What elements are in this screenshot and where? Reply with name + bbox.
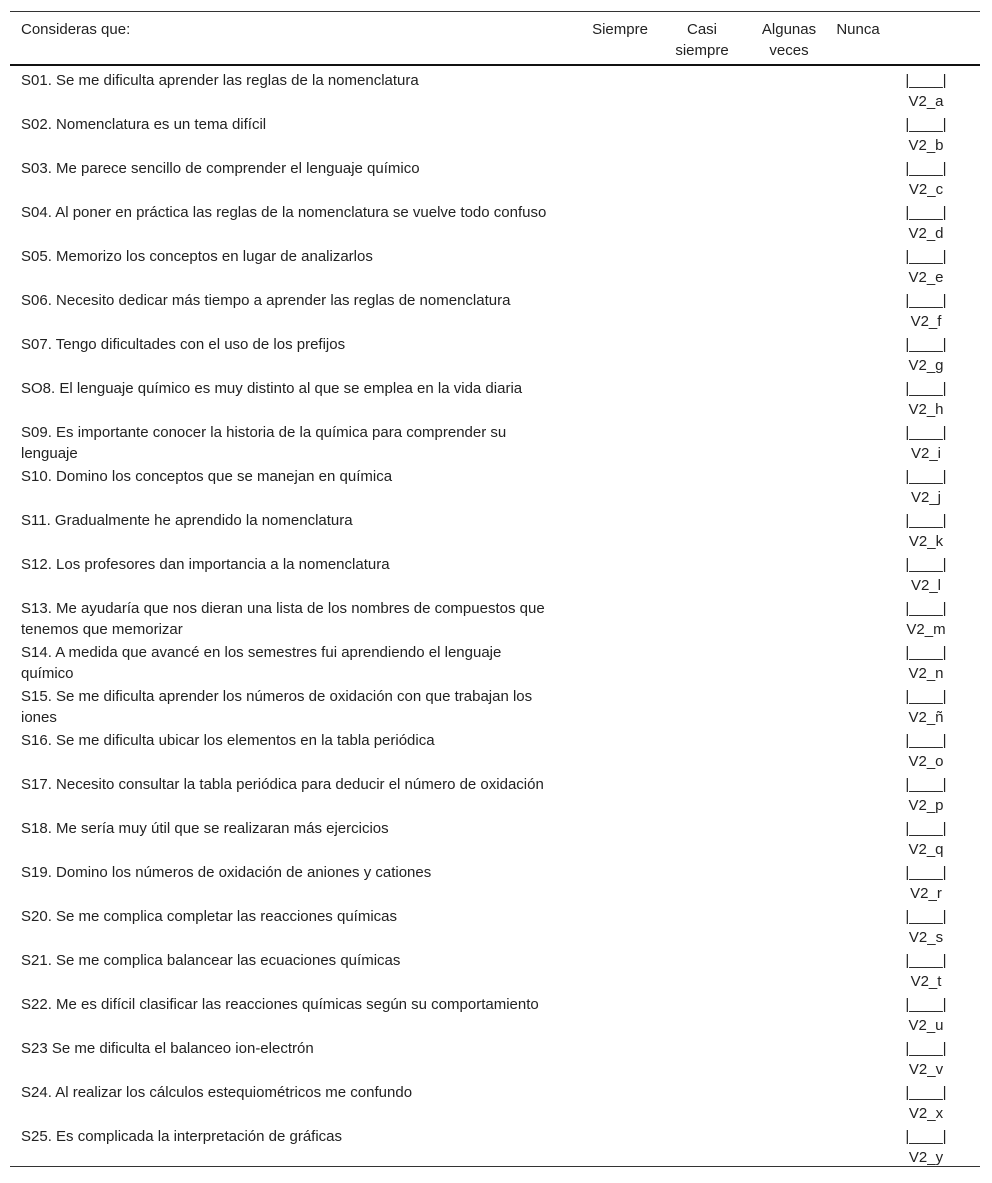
table-row	[10, 330, 980, 374]
answer-code	[890, 730, 962, 772]
question-text: S13. Me ayudaría que nos dieran una lista de los nombres de compuestos que tenemos que memorizar	[21, 600, 545, 638]
variable-code: V2_q	[908, 841, 944, 858]
answer-code	[890, 158, 962, 200]
question-text: S16. Se me dificulta ubicar los elementos en la tabla periódica	[21, 732, 435, 749]
variable-code: V2_s	[908, 929, 944, 946]
question-text: S05. Memorizo los conceptos en lugar de analizarlos	[21, 248, 373, 265]
table-row	[10, 154, 980, 198]
answer-box[interactable]: |____|	[905, 776, 947, 793]
answer-box[interactable]: |____|	[905, 72, 947, 89]
header-option-casi-siempre: Casi siempre	[675, 21, 729, 59]
table-row	[10, 550, 980, 594]
answer-box[interactable]: |____|	[905, 600, 947, 617]
answer-box[interactable]: |____|	[905, 732, 947, 749]
answer-code	[890, 598, 962, 640]
answer-code	[890, 686, 962, 728]
answer-box[interactable]: |____|	[905, 160, 947, 177]
answer-box[interactable]: |____|	[905, 1128, 947, 1145]
answer-box[interactable]: |____|	[905, 1084, 947, 1101]
answer-box[interactable]: |____|	[905, 952, 947, 969]
answer-code	[890, 290, 962, 332]
variable-code: V2_d	[908, 225, 944, 242]
answer-box[interactable]: |____|	[905, 336, 947, 353]
variable-code: V2_ñ	[908, 709, 944, 726]
answer-box[interactable]: |____|	[905, 644, 947, 661]
answer-box[interactable]: |____|	[905, 424, 947, 441]
answer-box[interactable]: |____|	[905, 204, 947, 221]
answer-box[interactable]: |____|	[905, 248, 947, 265]
table-row	[10, 462, 980, 506]
answer-code	[890, 510, 962, 552]
answer-code	[890, 774, 962, 816]
answer-code	[890, 994, 962, 1036]
table-row	[10, 1078, 980, 1122]
question-text: S24. Al realizar los cálculos estequiométricos me confundo	[21, 1084, 413, 1101]
variable-code: V2_h	[908, 401, 944, 418]
table-row	[10, 198, 980, 242]
answer-code	[890, 70, 962, 112]
answer-code	[890, 466, 962, 508]
variable-code: V2_n	[908, 665, 944, 682]
variable-code: V2_o	[908, 753, 944, 770]
variable-code: V2_l	[910, 577, 942, 594]
answer-box[interactable]: |____|	[905, 1040, 947, 1057]
table-row	[10, 594, 980, 638]
variable-code: V2_t	[910, 973, 942, 990]
table-row	[10, 110, 980, 154]
answer-code	[890, 334, 962, 376]
answer-code	[890, 246, 962, 288]
answer-code	[890, 422, 962, 464]
answer-code	[890, 378, 962, 420]
answer-box[interactable]: |____|	[905, 292, 947, 309]
variable-code: V2_p	[908, 797, 944, 814]
variable-code: V2_y	[908, 1149, 944, 1166]
variable-code: V2_j	[910, 489, 942, 506]
question-text: S01. Se me dificulta aprender las reglas de la nomenclatura	[21, 72, 419, 89]
variable-code: V2_g	[908, 357, 944, 374]
question-text: S15. Se me dificulta aprender los números de oxidación con que trabajan los iones	[21, 688, 533, 726]
question-text: S06. Necesito dedicar más tiempo a aprender las reglas de nomenclatura	[21, 292, 511, 309]
variable-code: V2_i	[910, 445, 942, 462]
answer-box[interactable]: |____|	[905, 820, 947, 837]
question-text: S04. Al poner en práctica las reglas de la nomenclatura se vuelve todo confuso	[21, 204, 547, 221]
header-option-nunca: Nunca	[836, 21, 880, 38]
question-text: S02. Nomenclatura es un tema difícil	[21, 116, 267, 133]
answer-box[interactable]: |____|	[905, 116, 947, 133]
table-header	[10, 12, 980, 66]
variable-code: V2_e	[908, 269, 944, 286]
variable-code: V2_k	[908, 533, 944, 550]
table-row	[10, 902, 980, 946]
answer-box[interactable]: |____|	[905, 996, 947, 1013]
answer-code	[890, 950, 962, 992]
table-row	[10, 946, 980, 990]
table-row	[10, 814, 980, 858]
variable-code: V2_b	[908, 137, 944, 154]
variable-code: V2_u	[908, 1017, 944, 1034]
answer-box[interactable]: |____|	[905, 380, 947, 397]
table-row	[10, 506, 980, 550]
question-text: SO8. El lenguaje químico es muy distinto al que se emplea en la vida diaria	[21, 380, 523, 397]
answer-code	[890, 642, 962, 684]
question-text: S14. A medida que avancé en los semestres fui aprendiendo el lenguaje químico	[21, 644, 502, 682]
header-option-siempre: Siempre	[592, 21, 648, 38]
table-row	[10, 638, 980, 682]
variable-code: V2_a	[908, 93, 944, 110]
answer-code	[890, 906, 962, 948]
question-text: S03. Me parece sencillo de comprender el lenguaje químico	[21, 160, 420, 177]
question-text: S19. Domino los números de oxidación de aniones y cationes	[21, 864, 432, 881]
table-row	[10, 682, 980, 726]
variable-code: V2_f	[910, 313, 942, 330]
answer-box[interactable]: |____|	[905, 688, 947, 705]
table-row	[10, 286, 980, 330]
variable-code: V2_m	[906, 621, 946, 638]
answer-box[interactable]: |____|	[905, 908, 947, 925]
table-row	[10, 726, 980, 770]
table-body	[10, 66, 980, 1166]
answer-code	[890, 114, 962, 156]
variable-code: V2_v	[908, 1061, 944, 1078]
answer-code	[890, 862, 962, 904]
variable-code: V2_c	[908, 181, 944, 198]
answer-box[interactable]: |____|	[905, 512, 947, 529]
variable-code: V2_r	[910, 885, 942, 902]
question-text: S23 Se me dificulta el balanceo ion-electrón	[21, 1040, 314, 1057]
answer-code	[890, 1082, 962, 1124]
survey-table	[10, 11, 980, 1167]
question-text: S21. Se me complica balancear las ecuaciones químicas	[21, 952, 401, 969]
answer-code	[890, 818, 962, 860]
variable-code: V2_x	[908, 1105, 944, 1122]
question-text: S25. Es complicada la interpretación de gráficas	[21, 1128, 343, 1145]
header-option-algunas-veces: Algunas veces	[761, 21, 817, 59]
answer-code	[890, 1126, 962, 1168]
table-row	[10, 858, 980, 902]
table-row	[10, 770, 980, 814]
question-text: S17. Necesito consultar la tabla periódica para deducir el número de oxidación	[21, 776, 544, 793]
question-text: S07. Tengo dificultades con el uso de los prefijos	[21, 336, 346, 353]
question-text: S09. Es importante conocer la historia de la química para comprender su lenguaje	[21, 424, 507, 462]
table-row	[10, 1122, 980, 1166]
answer-box[interactable]: |____|	[905, 468, 947, 485]
table-row	[10, 66, 980, 110]
answer-code	[890, 1038, 962, 1080]
table-row	[10, 374, 980, 418]
table-row	[10, 1034, 980, 1078]
answer-code	[890, 554, 962, 596]
question-text: S20. Se me complica completar las reacciones químicas	[21, 908, 397, 925]
question-text: S10. Domino los conceptos que se manejan en química	[21, 468, 393, 485]
header-question: Consideras que:	[21, 21, 131, 38]
table-row	[10, 418, 980, 462]
answer-box[interactable]: |____|	[905, 864, 947, 881]
question-text: S22. Me es difícil clasificar las reacciones químicas según su comportamiento	[21, 996, 539, 1013]
answer-box[interactable]: |____|	[905, 556, 947, 573]
answer-code	[890, 202, 962, 244]
table-row	[10, 990, 980, 1034]
table-row	[10, 242, 980, 286]
question-text: S12. Los profesores dan importancia a la nomenclatura	[21, 556, 390, 573]
question-text: S18. Me sería muy útil que se realizaran más ejercicios	[21, 820, 389, 837]
question-text: S11. Gradualmente he aprendido la nomenclatura	[21, 512, 353, 529]
